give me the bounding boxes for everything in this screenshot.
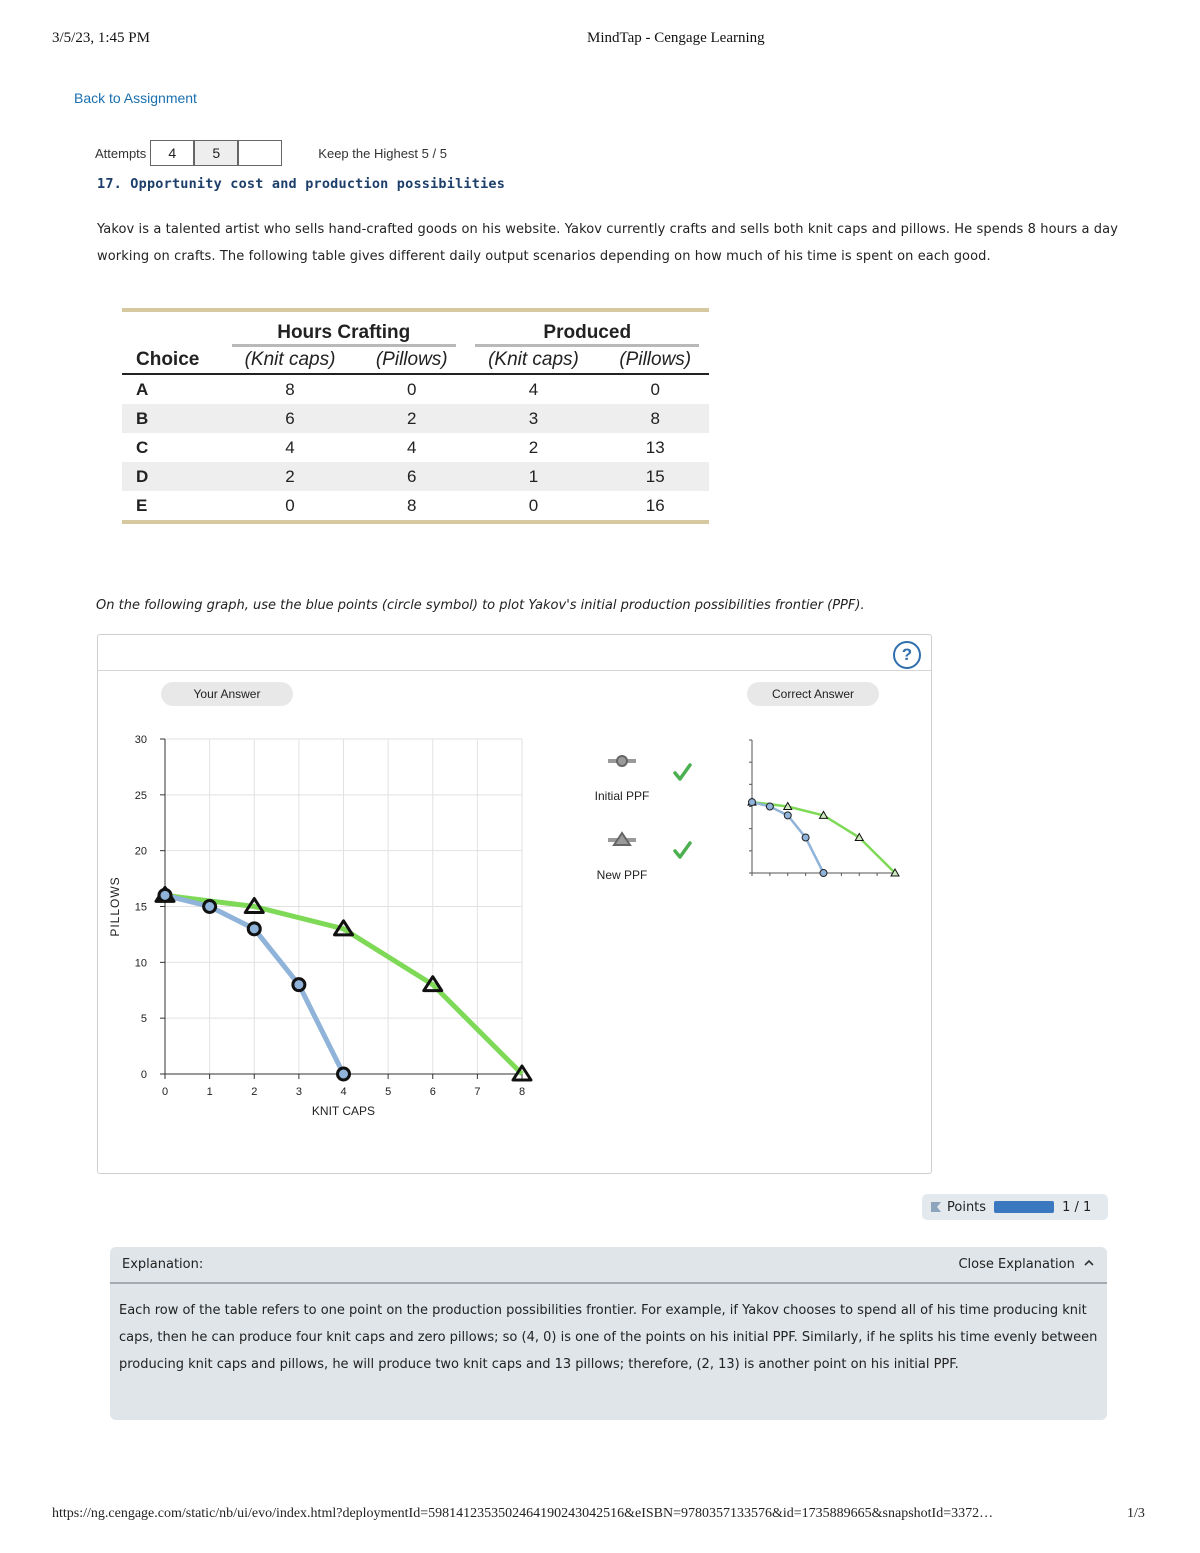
table-cell: E bbox=[136, 495, 148, 515]
explanation-title: Explanation: bbox=[122, 1257, 204, 1272]
x-tick-label: 0 bbox=[161, 1086, 169, 1098]
attempt-box-1[interactable]: 4 bbox=[150, 140, 194, 166]
attempt-box-3[interactable] bbox=[238, 140, 282, 166]
initial-ppf-point bbox=[204, 901, 216, 913]
y-tick-label: 20 bbox=[134, 845, 147, 858]
table-row bbox=[122, 433, 709, 462]
question-title: 17. Opportunity cost and production possibilities bbox=[97, 176, 506, 192]
group-header-produced: Produced bbox=[475, 322, 699, 347]
x-tick-label: 5 bbox=[385, 1086, 392, 1098]
y-tick-label: 25 bbox=[134, 789, 147, 802]
y-tick-label: 0 bbox=[140, 1069, 147, 1081]
column-header-choice: Choice bbox=[122, 347, 222, 374]
print-datetime: 3/5/23, 1:45 PM bbox=[52, 30, 150, 46]
table-cell: 2 bbox=[222, 462, 358, 491]
points-value: 1 / 1 bbox=[1062, 1199, 1092, 1215]
y-tick-label: 10 bbox=[134, 957, 147, 970]
flag-icon bbox=[930, 1201, 942, 1213]
x-tick-label: 8 bbox=[518, 1086, 526, 1098]
table-cell: A bbox=[136, 379, 149, 399]
table-cell: 8 bbox=[285, 379, 295, 399]
table-row bbox=[122, 404, 709, 433]
x-tick-label: 1 bbox=[206, 1086, 213, 1098]
graph-panel bbox=[97, 634, 932, 1174]
x-tick-label: 4 bbox=[340, 1086, 347, 1098]
x-axis-label: KNIT CAPS bbox=[311, 1104, 376, 1118]
keep-highest-text: Keep the Highest 5 / 5 bbox=[318, 145, 447, 161]
x-tick-label: 2 bbox=[251, 1086, 258, 1098]
thumb-initial-ppf-point bbox=[820, 870, 827, 877]
checkmark-icon bbox=[675, 765, 690, 779]
chevron-up-icon bbox=[1083, 1258, 1095, 1268]
thumb-initial-ppf-point bbox=[749, 799, 756, 806]
table-cell: C bbox=[136, 437, 149, 457]
attempt-box-2[interactable]: 5 bbox=[194, 140, 238, 166]
table-cell: 6 bbox=[358, 462, 465, 491]
ppf-chart[interactable] bbox=[98, 725, 558, 1145]
close-explanation-button[interactable] bbox=[958, 1257, 1095, 1272]
initial-ppf-point bbox=[293, 979, 305, 991]
footer-page-number: 1/3 bbox=[1127, 1506, 1145, 1521]
table-cell: 16 bbox=[645, 495, 665, 515]
checkmark-icon bbox=[675, 843, 690, 857]
x-tick-label: 7 bbox=[474, 1086, 481, 1098]
points-progress-bar bbox=[994, 1201, 1054, 1213]
correct-answer-chart bbox=[738, 730, 918, 890]
table-cell: 4 bbox=[528, 379, 539, 399]
table-cell: 8 bbox=[407, 495, 417, 515]
initial-ppf-point bbox=[338, 1068, 350, 1080]
table-cell: 4 bbox=[285, 437, 295, 457]
y-tick-label: 5 bbox=[140, 1013, 147, 1026]
y-tick-label: 30 bbox=[134, 734, 147, 746]
footer-url: https://ng.cengage.com/static/nb/ui/evo/index.html?deploymentId=5981412353502464190243042516&eISBN=9780357133576&id=1735889665&snapshotId=3372… bbox=[52, 1506, 994, 1521]
column-header-produced-pillows: (Pillows) bbox=[601, 347, 709, 374]
legend-label-initial: Initial PPF bbox=[594, 789, 650, 803]
table-cell: 2 bbox=[528, 437, 539, 457]
table-row bbox=[122, 374, 709, 404]
table-cell: 0 bbox=[285, 495, 295, 515]
attempts-row bbox=[95, 140, 447, 166]
column-header-produced-knit: (Knit caps) bbox=[465, 347, 601, 374]
question-text: Yakov is a talented artist who sells hand-crafted goods on his website. Yakov currently crafts and sells both knit caps and pillows. He spends 8 hours a day working on crafts. The following table gives different daily output scenarios depending on how much of his time is spent on each good. bbox=[97, 222, 1119, 264]
help-icon[interactable]: ? bbox=[893, 641, 921, 669]
table-cell: 0 bbox=[650, 379, 660, 399]
table-cell: 0 bbox=[407, 379, 417, 399]
graph-instruction: On the following graph, use the blue points (circle symbol) to plot Yakov's initial production possibilities frontier (PPF). bbox=[96, 598, 865, 613]
circle-marker-icon bbox=[617, 756, 627, 766]
correct-answer-label: Correct Answer bbox=[747, 682, 879, 706]
attempts-label: Attempts bbox=[95, 145, 147, 161]
points-label: Points bbox=[947, 1199, 987, 1215]
back-to-assignment-link[interactable]: Back to Assignment bbox=[74, 90, 197, 106]
column-header-hours-knit: (Knit caps) bbox=[222, 347, 358, 374]
table-cell: 0 bbox=[528, 495, 539, 515]
x-tick-label: 6 bbox=[429, 1086, 436, 1098]
explanation-panel bbox=[110, 1247, 1107, 1420]
initial-ppf-point bbox=[248, 923, 260, 935]
thumb-initial-ppf-point bbox=[766, 803, 773, 810]
legend-label-new: New PPF bbox=[596, 868, 648, 882]
x-tick-label: 3 bbox=[295, 1086, 302, 1098]
thumb-initial-ppf-point bbox=[784, 812, 791, 819]
table-cell: 4 bbox=[407, 437, 417, 457]
table-row bbox=[122, 462, 709, 491]
y-tick-label: 15 bbox=[134, 901, 147, 914]
table-cell: 15 bbox=[601, 462, 709, 491]
table-cell: 13 bbox=[645, 437, 665, 457]
table-cell: 3 bbox=[465, 404, 601, 433]
initial-ppf-point bbox=[159, 889, 171, 901]
table-cell: 8 bbox=[601, 404, 709, 433]
table-cell: 2 bbox=[358, 404, 465, 433]
points-indicator bbox=[922, 1194, 1108, 1220]
your-answer-label: Your Answer bbox=[161, 682, 293, 706]
explanation-text: Each row of the table refers to one point on the production possibilities frontier. For example, if Yakov chooses to spend all of his time producing knit caps, then he can produce four knit caps and zero pillows; so (4, 0) is one of the points on his initial PPF. Similarly, if he splits his time evenly between producing knit caps and pillows, he will produce two knit caps and 13 pillows; therefore, (2, 13) is another point on his initial PPF. bbox=[119, 1303, 1098, 1372]
group-header-hours: Hours Crafting bbox=[232, 322, 456, 347]
table-cell: D bbox=[122, 462, 222, 491]
close-explanation-label: Close Explanation bbox=[958, 1257, 1075, 1272]
table-row bbox=[122, 491, 709, 520]
y-axis-label: PILLOWS bbox=[108, 876, 122, 937]
table-cell: 1 bbox=[465, 462, 601, 491]
chart-legend bbox=[578, 745, 718, 905]
column-header-hours-pillows: (Pillows) bbox=[358, 347, 465, 374]
output-scenarios-table bbox=[122, 308, 709, 524]
thumb-initial-ppf-point bbox=[802, 834, 809, 841]
table-cell: B bbox=[122, 404, 222, 433]
table-cell: 6 bbox=[222, 404, 358, 433]
print-title: MindTap - Cengage Learning bbox=[587, 30, 765, 46]
